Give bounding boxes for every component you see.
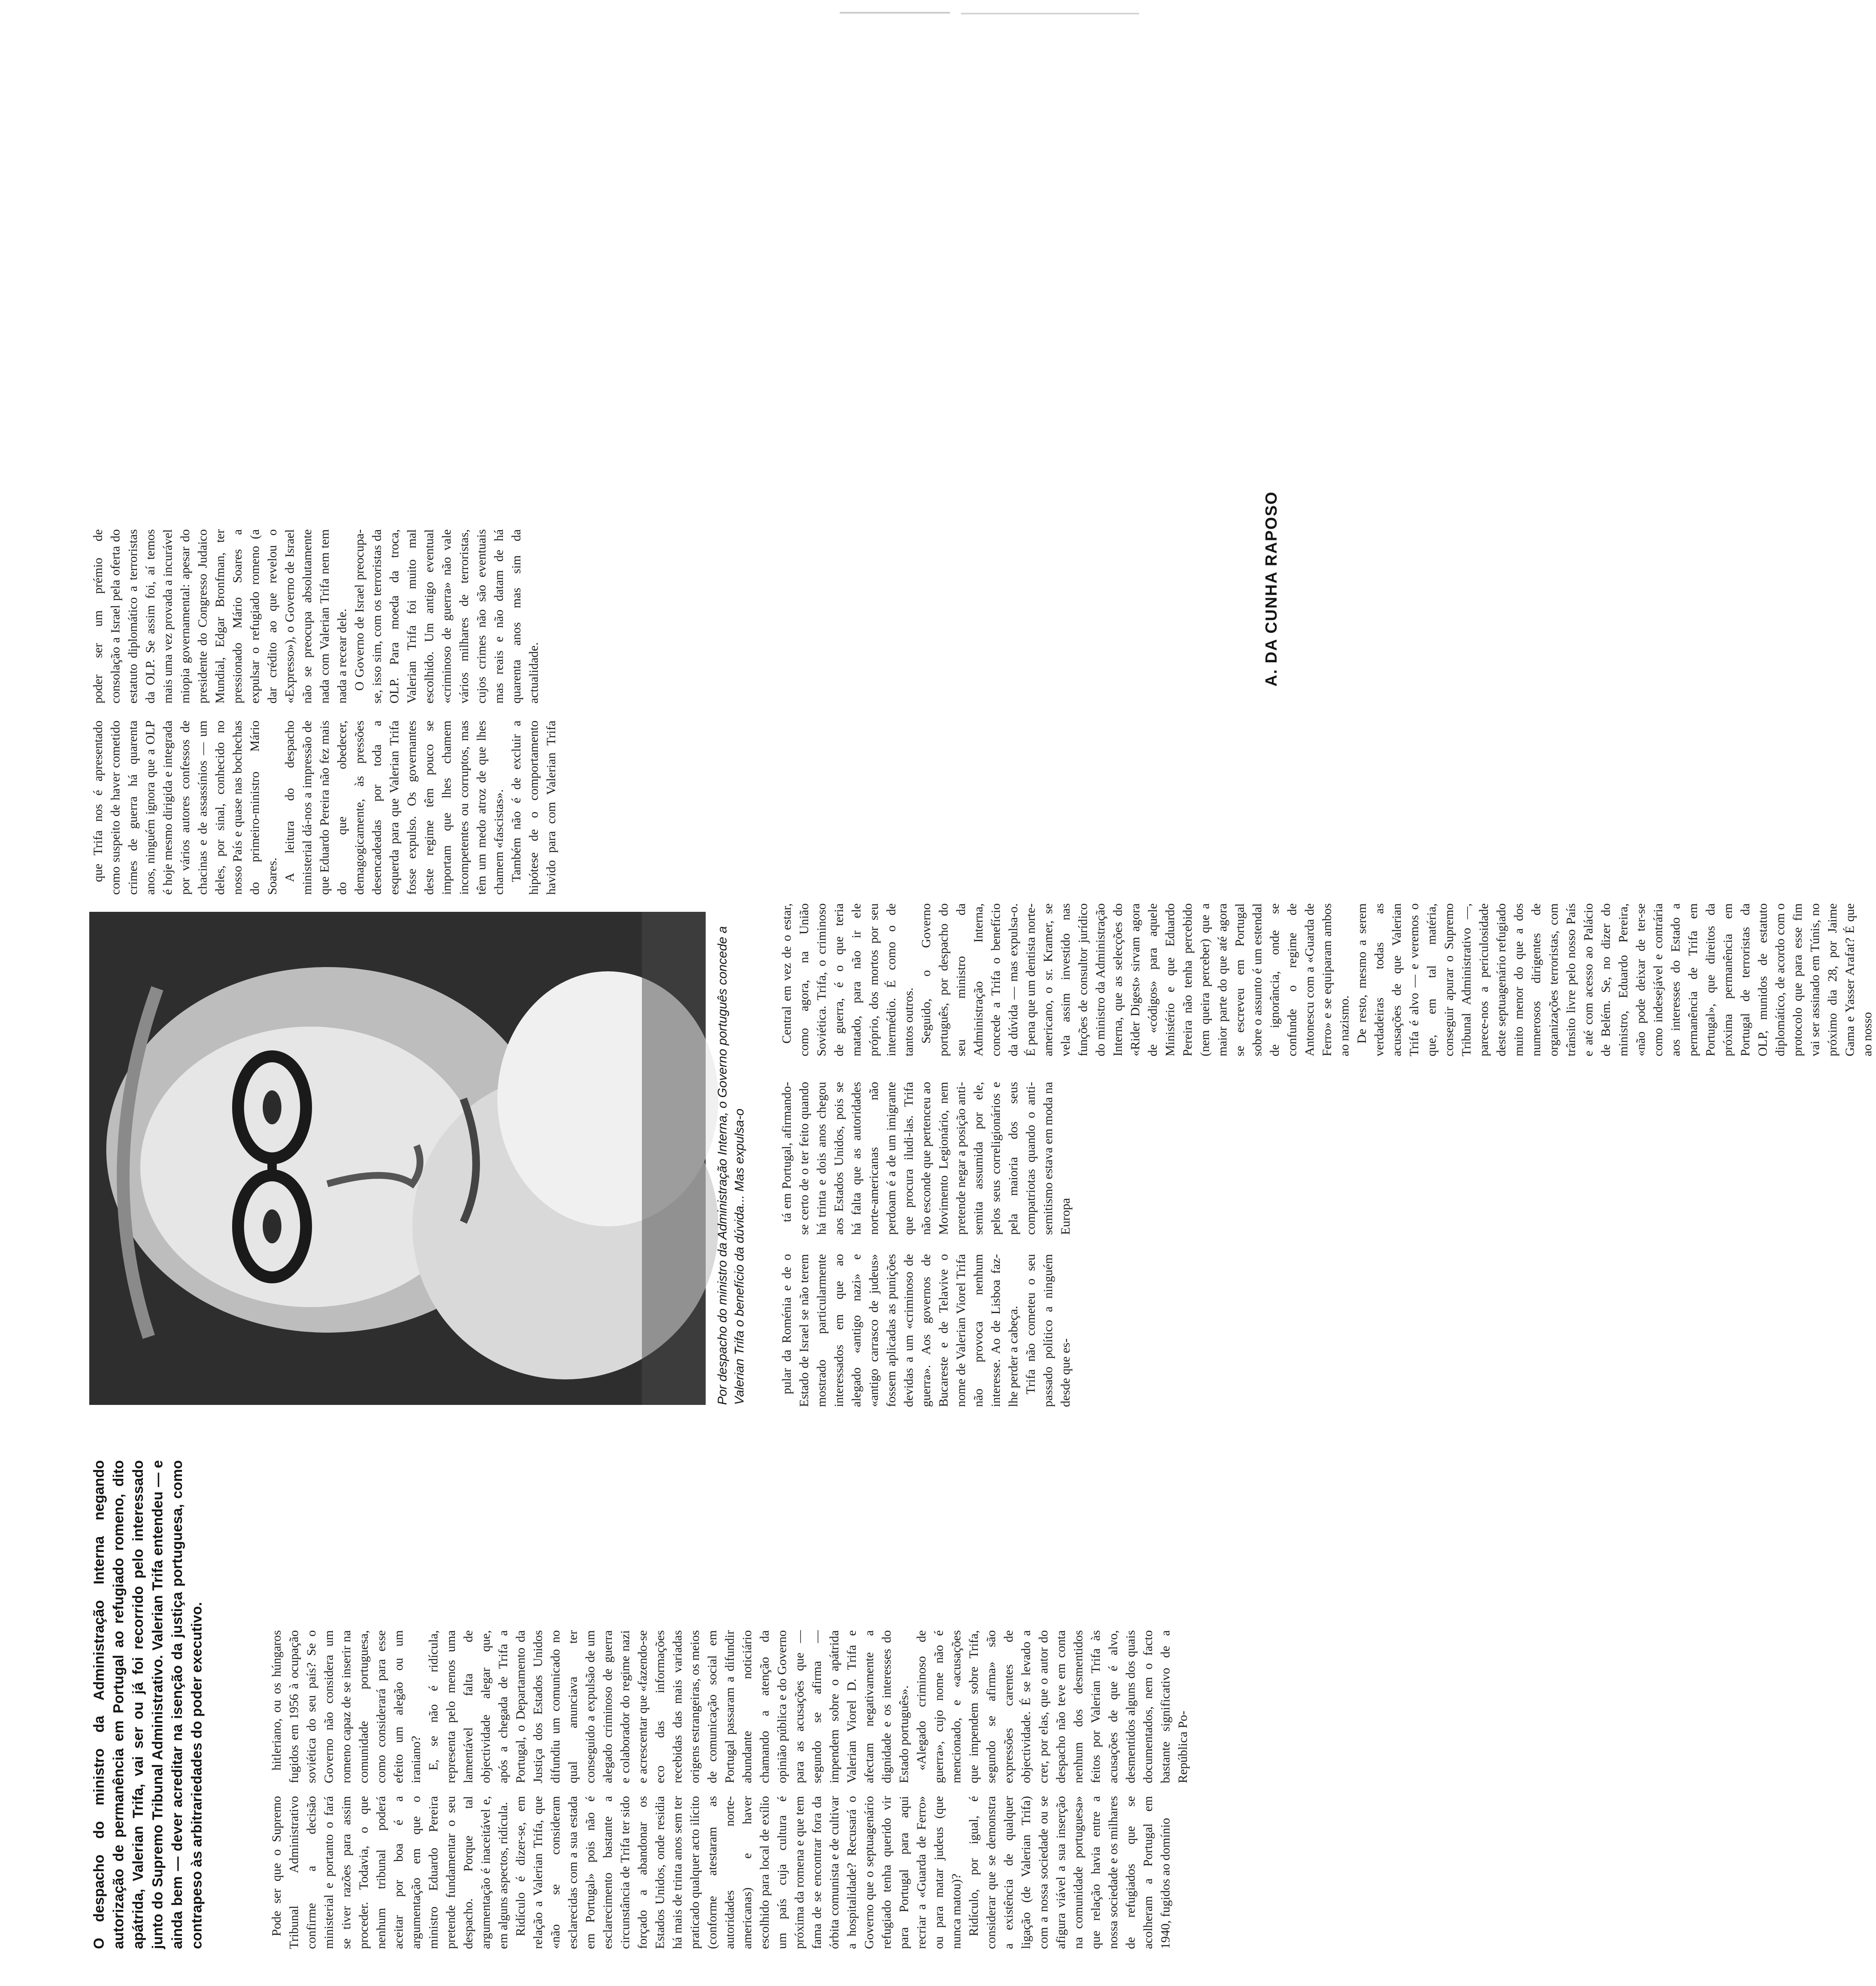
article-column-1 <box>268 1796 1301 1949</box>
author-signature: A. DA CUNHA RAPOSO <box>1263 491 1280 687</box>
scan-mark-top <box>840 12 950 14</box>
article-column-3 <box>778 1254 1301 1407</box>
scan-mark-top-2 <box>961 13 1139 14</box>
paragraph: hitleriano, ou os húngaros fugidos em 1956 à ocupação soviética do seu país? Se o Governo não considera um romeno capaz de se inserir na comunidade portuguesa, como considerará para esse efeito um alegão ou um iraniano? <box>270 1630 423 1783</box>
paragraph: «Alegado criminoso de guerra», cujo nome não é mencionado, e «acusações que impendem sobre Trifa, segundo se afirma» são expressões carentes de objectividade. É se levado a crer, por elas, que o autor do despacho não teve em conta nenhum dos desmentidos feitos por Valerian Trifa às acusações de que é alvo, desmentidos alguns dos quais documentados, nem o facto bastante significativo de a República Po- <box>914 1630 1190 1783</box>
paragraph: Seguido, o Governo português, por despacho do seu ministro da Administração Interna, concede a Trifa o benefício da dúvida — mas expulsa-o. É pena que um dentista norte-americano, o sr. Kramer, se vela assim investido nas funções de consultor jurídico do ministro da Administração Interna, que as selecções do «Rider Digest» sirvam agora de «códigos» para aquele Ministério e que Eduardo Pereira não tenha percebido (nem queira perceber) que a maior parte do que até agora se escreveu em Portugal sobre o assunto é um estendal de ignorância, onde se confunde o regime de Antonescu com a «Guarda de Ferro» e se equiparam ambos ao nazismo. <box>919 903 1351 1056</box>
article-lead: O despacho do ministro da Administração Interna negando autorização de permanência em Portugal ao refugiado romeno, dito apátrida, Valerian Trifa, vai ser ou já foi recorrido pelo interessado junto do Supremo Tribunal Administrativo. Valerian Trifa entendeu — e ainda bem — dever acreditar na isenção da justiça portuguesa, como contrapeso às arbitrariedades do poder executivo. <box>91 1460 205 1949</box>
paragraph: Pode ser que o Supremo Tribunal Administrativo confirme a decisão ministerial e portanto o fará se tiver razões para assim proceder. Todavia, o que nenhum tribunal poderá aceitar por boa é a argumentação em que o ministro Eduardo Pereira pretende fundamentar o seu despacho. Porque tal argumentação é inaceitável e, em alguns aspectos, ridícula. <box>270 1796 510 1949</box>
paragraph: Também não é de excluir a hipótese de o comportamento havido para com Valerian Trifa poder ser um prémio de consolação a Israel pela oferta do estatuto diplomático a terroristas da OLP. Se assim foi, aí temos mais uma vez provada a incurável miopia governamental: apesar do presidente do Congresso Judaico Mundial, Edgar Bronfman, ter pressionado Mário Soares a expulsar o refugiado romeno (a dar crédito ao que revelou o «Expresso»), o Governo de Israel não se preocupa absolutamente nada com Valerian Trifa nem tem nada a recear dele. <box>91 529 558 895</box>
article-column-4 <box>778 1082 1301 1235</box>
paragraph: E, se não é ridícula, representa pelo menos uma lamentável falta de objectividade alegar que, após a chegada de Trifa a Portugal, o Departamento da Justiça dos Estados Unidos difundiu um comunicado no qual anunciava ter conseguido a expulsão de um alegado criminoso de guerra e colaborador do regime nazi e acrescentar que «fazendo-se eco das informações recebidas das mais variadas origens estrangeiras, os meios de comunicação social em Portugal passaram a difundir abundante noticiário chamando a atenção da opinião pública e do Governo para as acusações que — segundo se afirma — impendem sobre o apátrida Valerian Viorel D. Trifa e afectam negativamente a dignidade e os interesses do Estado português». <box>426 1630 911 1783</box>
paragraph: pular da Roménia e de o Estado de Israel se não terem mostrado particularmente interessados em que ao alegado «antigo nazi» e «antigo carrasco de judeus» fossem aplicadas as punições devidas a um «criminoso de guerra». Aos governos de Bucareste e de Telavive o nome de Valerian Viorel Trifa não provoca nenhum interesse. Ao de Lisboa faz-lhe perder a cabeça. <box>780 1254 1020 1407</box>
portrait-photo <box>89 912 706 1405</box>
paragraph: Trifa não cometeu o seu passado político a ninguém desde que es- <box>1024 1254 1073 1407</box>
paragraph: O Governo de Israel preocupa-se, isso sim, com os terroristas da OLP. Para moeda da troca, Valerian Trifa foi muito mal escolhido. Um antigo eventual «criminoso de guerra» não vale vários milhares de terroristas, cujos crimes não são eventuais mas reais e não datam de há quarenta anos mas sim da actualidade. <box>352 529 541 704</box>
photo-caption: Por despacho do ministro da Administração Interna, o Governo português concede a Valerian Trifa o benefício da dúvida... Mas expulsa-o <box>715 926 746 1405</box>
paragraph: tá em Portugal, afirmando-se certo de o ter feito quando há trinta e dois anos chegou aos Estados Unidos, pois se há falta que as autoridades norte-americanas não perdoam é a de um imigrante que procura iludi-las. Trifa não esconde que pertenceu ao Movimento Legionário, nem pretende negar a posição anti-semita assumida por ele, pelos seus correligionários e pela maioria dos seus compatriotas quando o anti-semitismo estava em moda na Europa <box>780 1082 1073 1235</box>
article-column-2 <box>268 1630 1301 1783</box>
paragraph: Central em vez de o estar, como agora, na União Soviética. Trifa, o criminoso de guerra, é o que teria matado, para não ir ele próprio, dos mortos por seu intermédio. É como o de tantos outros. <box>780 903 916 1056</box>
article-column-5 <box>778 903 1874 1056</box>
photo-halftone <box>89 912 706 1405</box>
paragraph: A leitura do despacho ministerial dá-nos a impressão de que Eduardo Pereira não fez mais do que obedecer, demagogicamente, às pressões desencadeadas por toda a esquerda para que Valerian Trifa fosse expulso. Os governantes deste regime têm pouco se importam que lhes chamem incompetentes ou corruptos, mas têm um medo atroz de que lhes chamem «fascistas». <box>283 721 506 895</box>
paragraph: Ridículo, por igual, é considerar que se demonstra a existência de qualquer ligação (de Valerian Trifa) com a nossa sociedade ou se afigura viável a sua inserção na comunidade portuguesa» que relação havia entre a nossa sociedade e os milhares de refugiados que se acolheram a Portugal em 1940, fugidos ao domínio <box>967 1796 1172 1949</box>
paragraph: Ridículo é dizer-se, em relação a Valerian Trifa, que «não se consideram esclarecidas com a sua estada em Portugal» pois não é esclarecimento bastante a circunstância de Trifa ter sido forçado a abandonar os Estados Unidos, onde residia há mais de trinta anos sem ter praticado qualquer acto ilícito (conforme atestaram as autoridades norte-americanas) e haver escolhido para local de exílio um país cuja cultura é próxima da romena e que tem fama de se encontrar fora da órbita comunista e de cultivar a hospitalidade? Recusará o Governo que o septuagenário refugiado tenha querido vir para Portugal para aqui recriar a «Guarda de Ferro» ou para matar judeus (que nunca matou)? <box>514 1796 963 1949</box>
rotated-article <box>81 15 1874 1953</box>
article-column-6 <box>89 529 727 895</box>
paragraph: que Trifa nos é apresentado como suspeito de haver cometido crimes de guerra há quarenta anos, ninguém ignora que a OLP é hoje mesmo dirigida e integrada por vários autores confessos de chacinas e de assassínios — um deles, por sinal, conhecido no nosso País e quase nas bochechas do primeiro-ministro Mário Soares. <box>91 721 279 895</box>
paragraph: De resto, mesmo a serem verdadeiras todas as acusações de que Valerian Trifa é alvo — e veremos o que, em tal matéria, conseguir apurar o Supremo Tribunal Administrativo —, parece-nos a periculosidade deste septuagenário refugiado muito menor do que a dos numerosos dirigentes de organizações terroristas, com trânsito livre pelo nosso País e até com acesso ao Palácio de Belém. Se, no dizer do ministro, Eduardo Pereira, «não pode deixar de ter-se como indesejável e contrária aos interesses do Estado a permanência de Trifa em Portugal», que direitos da próxima permanência em Portugal de terroristas da OLP, munidos de estatuto diplomático, de acordo com o protocolo que para esse fim vai ser assinado em Túnis, no próximo dia 28, por Jaime Gama e Yasser Arafat? É que ao nosso <box>1355 903 1874 1056</box>
